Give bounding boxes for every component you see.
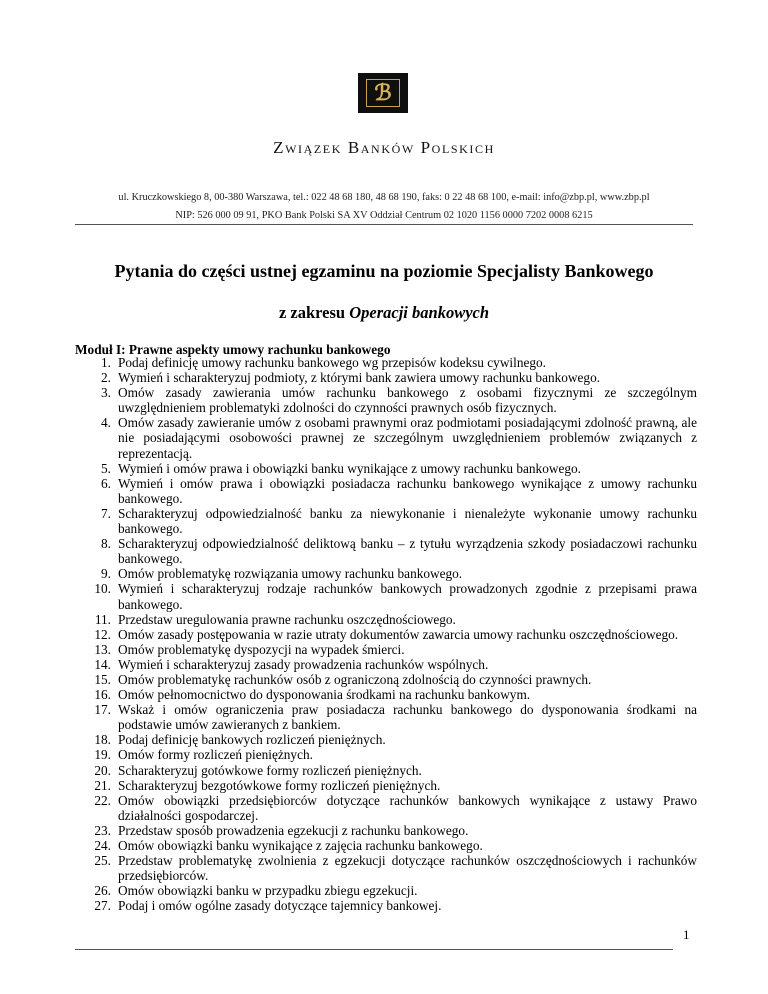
question-item — [75, 581, 697, 611]
question-item — [75, 536, 697, 566]
question-number: 19. — [94, 747, 111, 763]
question-item — [75, 763, 697, 778]
question-number: 17. — [94, 702, 111, 718]
question-item — [75, 823, 697, 838]
question-text: Podaj definicję bankowych rozliczeń pieniężnych. — [118, 732, 386, 748]
question-item — [75, 385, 697, 415]
logo-frame — [366, 79, 400, 107]
question-number: 24. — [94, 838, 111, 853]
question-item — [75, 370, 697, 385]
question-text: Wymień i scharakteryzuj podmioty, z którymi bank zawiera umowy rachunku bankowego. — [118, 370, 601, 386]
question-number: 26. — [94, 883, 111, 899]
question-text: Omów pełnomocnictwo do dysponowania środkami na rachunku bankowym. — [118, 687, 531, 703]
question-text: Wymień i omów prawa i obowiązki banku wynikające z umowy rachunku bankowego. — [118, 460, 581, 476]
header-divider — [75, 224, 693, 225]
module-heading: Moduł I: Prawne aspekty umowy rachunku bankowego — [75, 342, 391, 357]
address-line: ul. Kruczkowskiego 8, 00-380 Warszawa, tel.: 022 48 68 180, 48 68 190, faks: 0 22 48 68 100, e-mail: info@zbp.pl, www.zbp.pl — [118, 192, 650, 203]
question-number: 8. — [101, 536, 111, 552]
question-item — [75, 702, 697, 732]
bank-account-line: NIP: 526 000 09 91, PKO Bank Polski SA XV Oddział Centrum 02 1020 1156 0000 7202 0008 6215 — [175, 210, 593, 221]
question-number: 20. — [94, 762, 111, 778]
question-text: Scharakteryzuj gotówkowe formy rozliczeń pieniężnych. — [118, 762, 422, 778]
question-number: 10. — [94, 581, 111, 597]
question-text: Omów obowiązki banku w przypadku zbiegu egzekucji. — [118, 883, 418, 899]
question-number: 6. — [101, 475, 111, 491]
question-text: Przedstaw uregulowania prawne rachunku oszczędnościowego. — [118, 611, 456, 627]
question-item — [75, 883, 697, 898]
question-number: 22. — [94, 792, 111, 808]
question-item — [75, 566, 697, 581]
question-item — [75, 657, 697, 672]
question-item — [75, 612, 697, 627]
question-text: Wymień i omów prawa i obowiązki posiadacza rachunku bankowego wynikające z umowy rachunku bankowego. — [118, 475, 697, 506]
logo-monogram: ℬ — [374, 80, 392, 105]
question-item — [75, 747, 697, 762]
question-number: 9. — [101, 566, 111, 582]
question-item — [75, 793, 697, 823]
question-number: 14. — [94, 656, 111, 672]
question-text: Podaj definicję umowy rachunku bankowego wg przepisów kodeksu cywilnego. — [118, 355, 546, 370]
question-text: Wskaż i omów ograniczenia praw posiadacza rachunku bankowego do dysponowania środkami na podstawie umów zawieranych z bankiem. — [118, 702, 697, 733]
document-subtitle — [0, 303, 768, 323]
question-text: Przedstaw problematykę zwolnienia z egzekucji dotyczące rachunków oszczędnościowych i rachunków przedsiębiorców. — [118, 853, 697, 884]
question-text: Omów problematykę rachunków osób z ograniczoną zdolnością do czynności prawnych. — [118, 671, 592, 687]
question-text: Scharakteryzuj bezgotówkowe formy rozliczeń pieniężnych. — [118, 777, 441, 793]
question-text: Omów zasady zawieranie umów z osobami prawnymi oraz podmiotami posiadającymi zdolność prawną, ale nie posiadającymi osobowości prawnej ze szczególnym uwzględnieniem problemów związanych z reprezentacją. — [118, 415, 697, 461]
question-item — [75, 672, 697, 687]
question-number: 7. — [101, 505, 111, 521]
question-text: Omów zasady postępowania w razie utraty dokumentów zawarcia umowy rachunku oszczędnościowego. — [118, 626, 679, 642]
question-number: 18. — [94, 732, 111, 748]
page-number: 1 — [683, 927, 690, 942]
question-item — [75, 687, 697, 702]
question-item — [75, 415, 697, 460]
question-number: 23. — [94, 822, 111, 838]
question-item — [75, 355, 697, 370]
question-number: 12. — [94, 626, 111, 642]
question-text: Podaj i omów ogólne zasady dotyczące tajemnicy bankowej. — [118, 898, 442, 914]
question-number: 16. — [94, 687, 111, 703]
question-text: Omów obowiązki przedsiębiorców dotyczące rachunków bankowych wynikające z ustawy Prawo działalności gospodarczej. — [118, 792, 697, 823]
question-item — [75, 853, 697, 883]
question-text: Omów formy rozliczeń pieniężnych. — [118, 747, 313, 763]
question-number: 4. — [101, 415, 111, 431]
question-text: Omów zasady zawierania umów rachunku bankowego z osobami fizycznymi ze szczególnym uwzględnieniem problematyki zdolności do czynności prawnych osób fizycznych. — [118, 385, 697, 416]
question-number: 13. — [94, 641, 111, 657]
question-list — [75, 355, 697, 913]
organization-name: Związek Banków Polskich — [273, 138, 495, 157]
question-number: 5. — [101, 460, 111, 476]
question-number: 25. — [94, 853, 111, 869]
question-item — [75, 642, 697, 657]
question-text: Wymień i scharakteryzuj zasady prowadzenia rachunków wspólnych. — [118, 656, 489, 672]
question-number: 27. — [94, 898, 111, 914]
question-item — [75, 506, 697, 536]
question-item — [75, 898, 697, 913]
question-text: Omów obowiązki banku wynikające z zajęcia rachunku bankowego. — [118, 838, 483, 853]
subtitle-topic: Operacji bankowych — [349, 303, 490, 322]
question-text: Wymień i scharakteryzuj rodzaje rachunków bankowych prowadzonych zgodnie z przepisami prawa bankowego. — [118, 581, 697, 612]
question-text: Scharakteryzuj odpowiedzialność banku za niewykonanie i nienależyte wykonanie umowy rachunku bankowego. — [118, 505, 697, 537]
question-number: 2. — [101, 370, 111, 386]
question-item — [75, 461, 697, 476]
question-number: 1. — [101, 355, 111, 370]
footer-divider — [75, 949, 673, 950]
question-item — [75, 732, 697, 747]
subtitle-prefix: z zakresu — [278, 303, 350, 322]
question-number: 11. — [94, 611, 111, 627]
question-item — [75, 627, 697, 642]
question-number: 15. — [94, 671, 111, 687]
question-text: Scharakteryzuj odpowiedzialność deliktową banku – z tytułu wyrządzenia szkody posiadaczowi rachunku bankowego. — [118, 536, 697, 567]
question-item — [75, 476, 697, 506]
question-item — [75, 778, 697, 793]
question-item — [75, 838, 697, 853]
zbp-logo — [358, 73, 408, 113]
question-text: Omów problematykę dyspozycji na wypadek śmierci. — [118, 641, 405, 657]
question-text: Omów problematykę rozwiązania umowy rachunku bankowego. — [118, 566, 463, 582]
question-number: 21. — [94, 777, 111, 793]
document-title: Pytania do części ustnej egzaminu na poziomie Specjalisty Bankowego — [114, 261, 654, 281]
question-number: 3. — [101, 385, 111, 401]
question-text: Przedstaw sposób prowadzenia egzekucji z rachunku bankowego. — [118, 822, 469, 838]
